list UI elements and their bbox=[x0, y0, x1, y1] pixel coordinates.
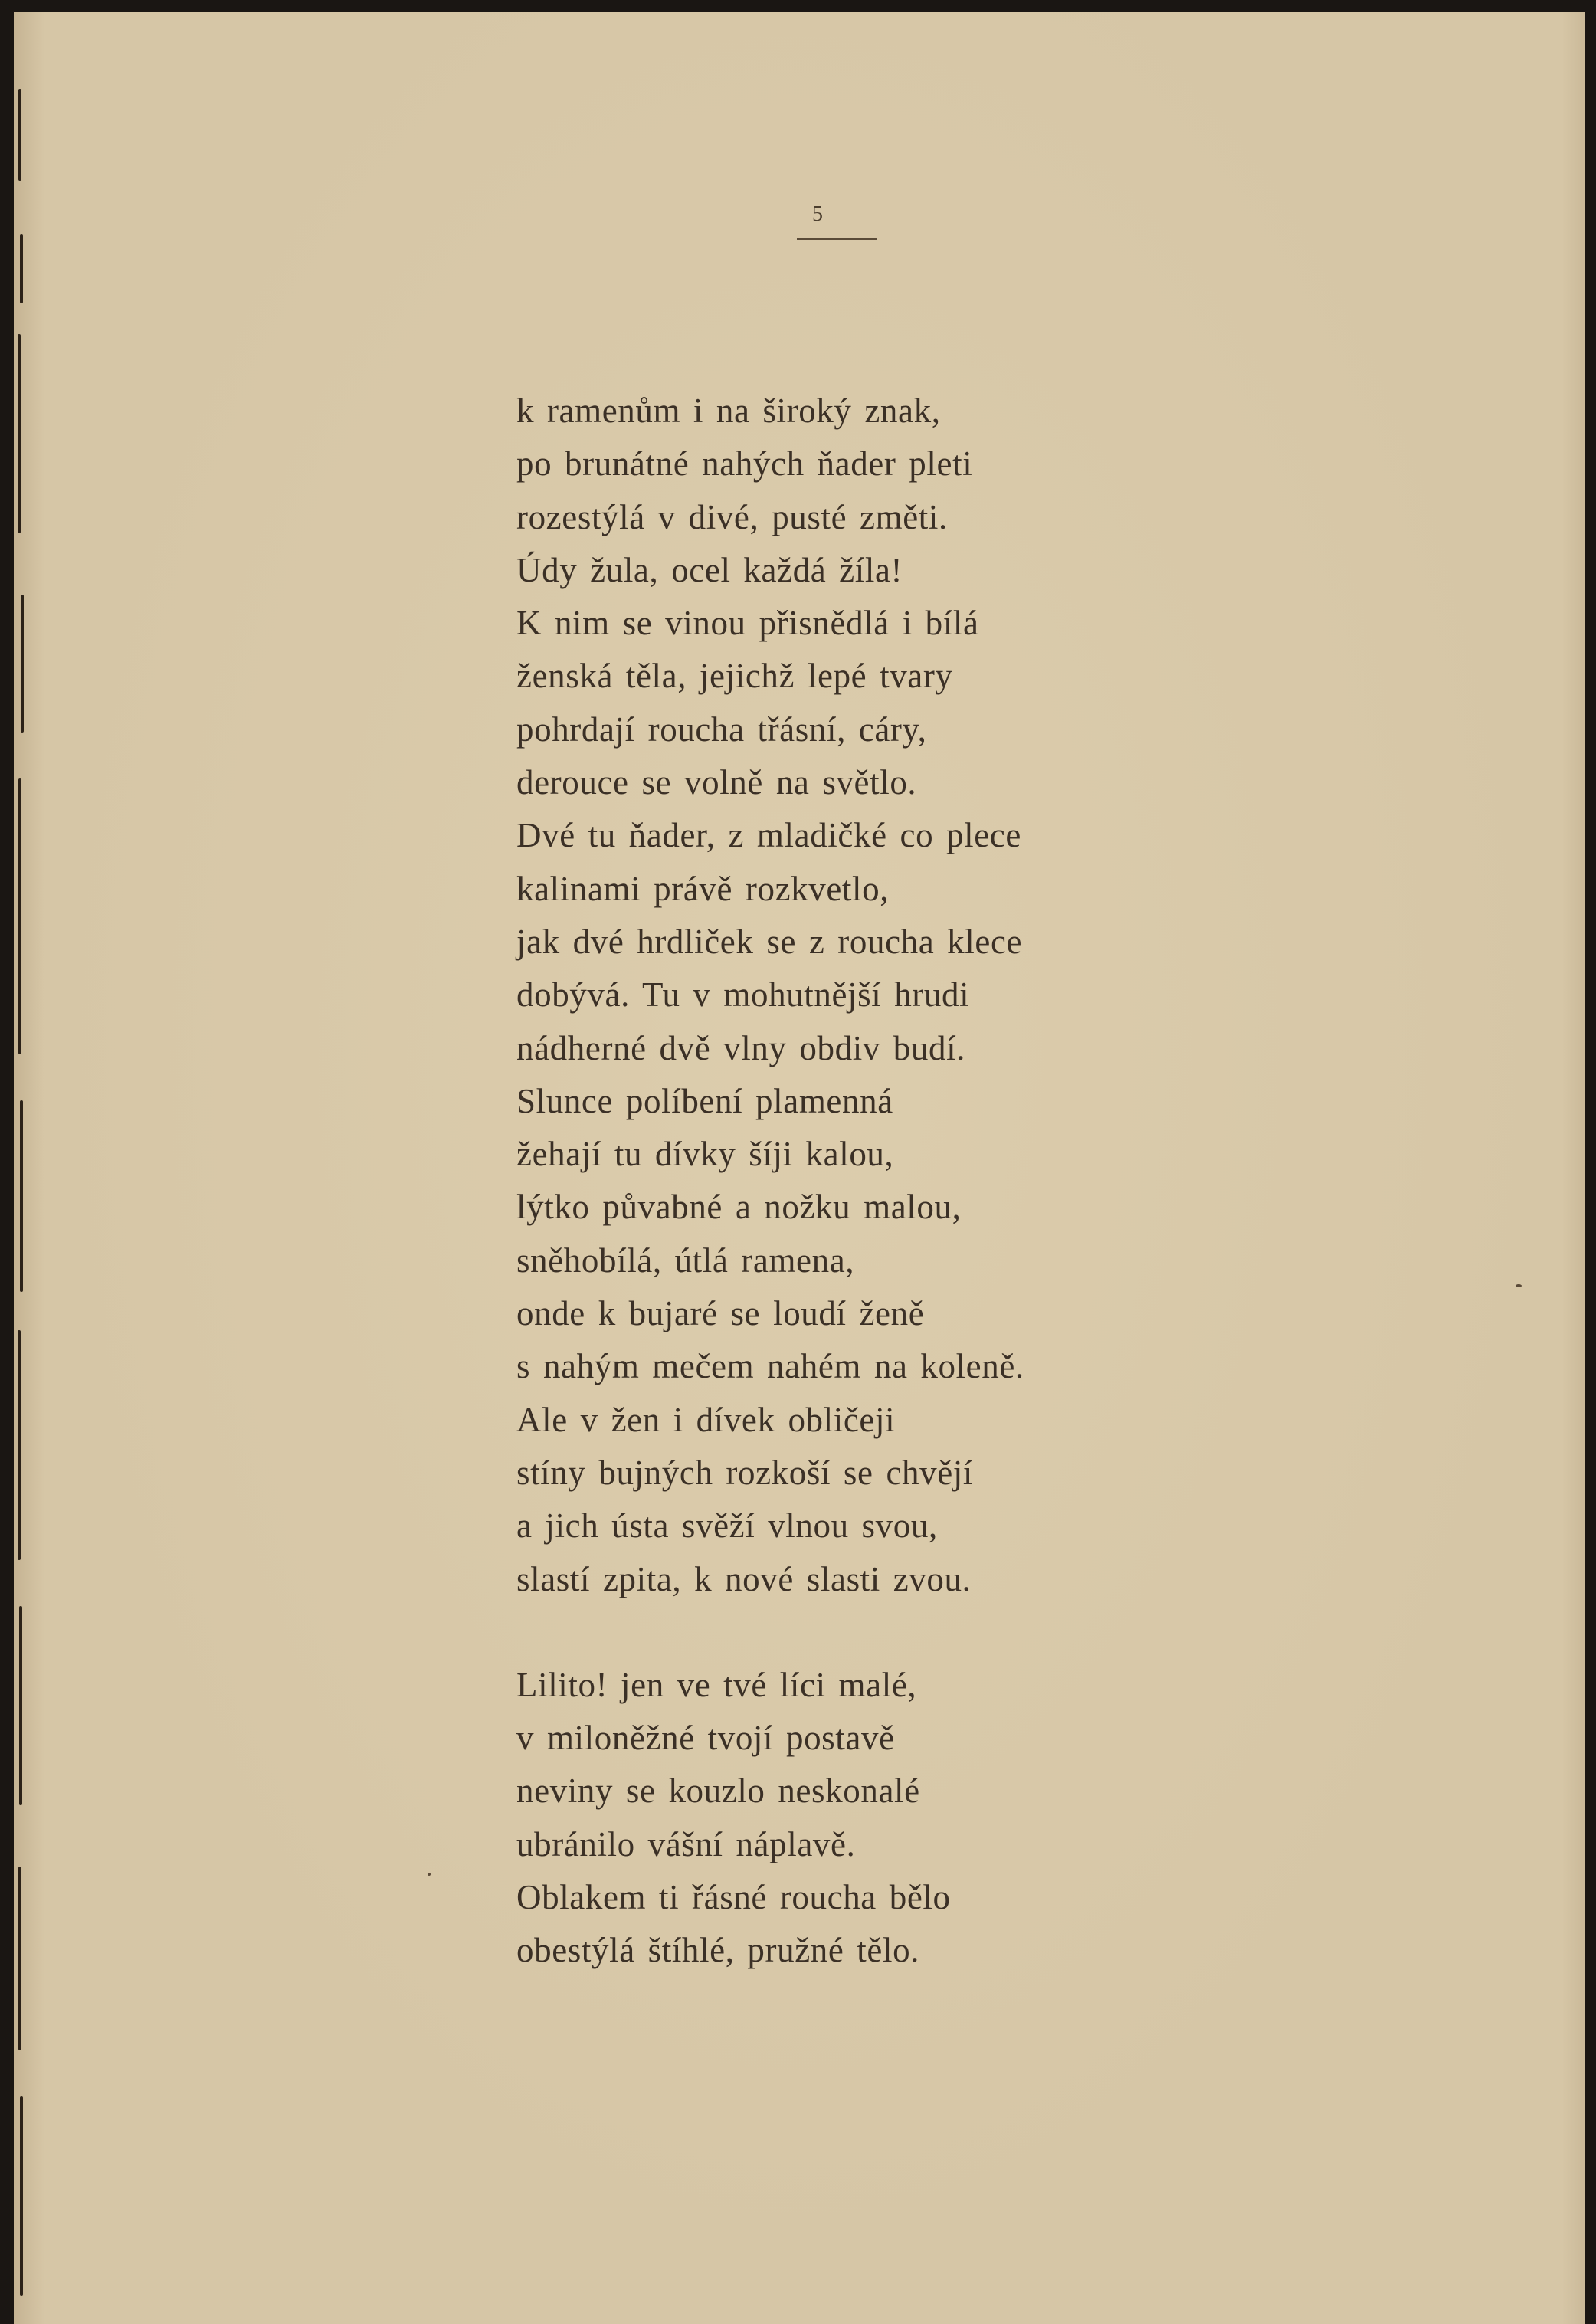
book-page bbox=[14, 12, 1585, 2324]
poem-line: K nim se vinou přisnědlá i bílá bbox=[516, 604, 979, 643]
poem-line: nádherné dvě vlny obdiv budí. bbox=[516, 1028, 966, 1067]
poem-line: Údy žula, ocel každá žíla! bbox=[516, 550, 903, 589]
poem-line: rozestýlá v divé, pusté změti. bbox=[516, 497, 948, 536]
stanza bbox=[516, 1659, 1313, 1978]
poem-line: a jich ústa svěží vlnou svou, bbox=[516, 1506, 938, 1546]
stanza bbox=[516, 385, 1313, 1606]
poem-line: Dvé tu ňader, z mladičké co plece bbox=[516, 816, 1021, 855]
poem-line: dobývá. Tu v mohutnější hrudi bbox=[516, 975, 970, 1014]
poem-line: pohrdají roucha třásní, cáry, bbox=[516, 710, 927, 749]
poem-line: po brunátné nahých ňader pleti bbox=[516, 444, 973, 483]
poem-line: onde k bujaré se loudí ženě bbox=[516, 1294, 925, 1333]
paper-speck bbox=[1516, 1284, 1522, 1287]
poem-line: lýtko půvabné a nožku malou, bbox=[516, 1188, 962, 1227]
poem-line: k ramenům i na široký znak, bbox=[516, 392, 941, 430]
poem-text bbox=[516, 385, 1313, 1978]
poem-line: jak dvé hrdliček se z roucha klece bbox=[516, 922, 1023, 961]
binding-edge bbox=[14, 12, 49, 2324]
poem-line: Oblakem ti řásné roucha bělo bbox=[516, 1878, 951, 1917]
poem-line: neviny se kouzlo neskonalé bbox=[516, 1772, 920, 1811]
poem-line: žehají tu dívky šíji kalou, bbox=[516, 1135, 894, 1174]
poem-line: stíny bujných rozkoší se chvějí bbox=[516, 1453, 974, 1492]
poem-line: kalinami právě rozkvetlo, bbox=[516, 869, 890, 908]
poem-line: Slunce políbení plamenná bbox=[516, 1081, 893, 1120]
paper-speck bbox=[428, 1873, 431, 1876]
poem-line: ubránilo vášní náplavě. bbox=[516, 1824, 856, 1863]
poem-line: Lilito! jen ve tvé líci malé, bbox=[516, 1665, 917, 1704]
poem-line: slastí zpita, k nové slasti zvou. bbox=[516, 1559, 972, 1598]
poem-line: sněhobílá, útlá ramena, bbox=[516, 1241, 855, 1280]
poem-line: s nahým mečem nahém na koleně. bbox=[516, 1347, 1024, 1386]
poem-line: ženská těla, jejichž lepé tvary bbox=[516, 657, 953, 696]
poem-line: obestýlá štíhlé, pružné tělo. bbox=[516, 1931, 920, 1970]
page-number: 5 bbox=[812, 202, 823, 226]
page-number-rule bbox=[797, 238, 877, 240]
poem-line: derouce se volně na světlo. bbox=[516, 763, 917, 802]
poem-line: v miloněžné tvojí postavě bbox=[516, 1719, 895, 1758]
poem-line: Ale v žen i dívek obličeji bbox=[516, 1400, 896, 1439]
